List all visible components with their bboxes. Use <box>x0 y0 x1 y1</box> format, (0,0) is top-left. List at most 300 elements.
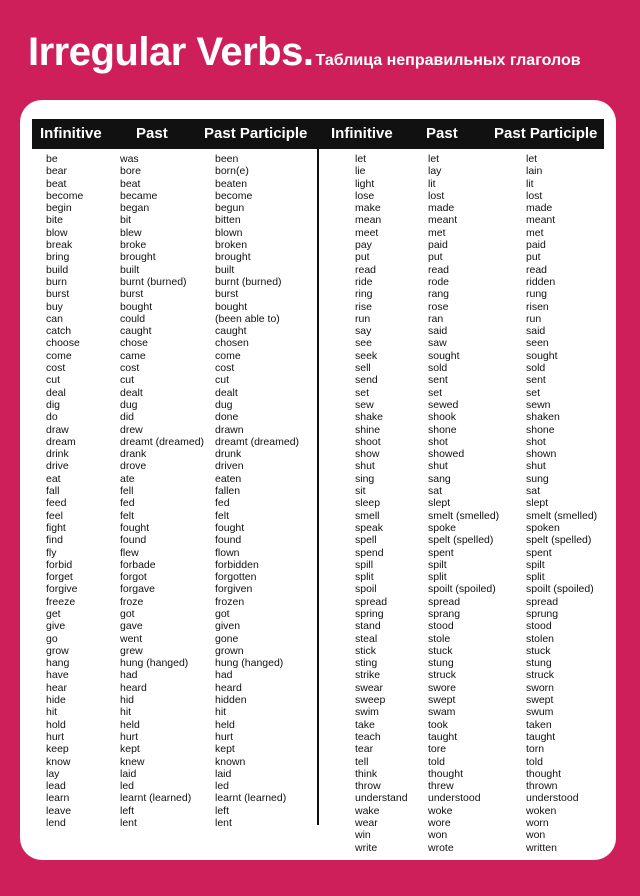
verb-cell: spelt (spelled) <box>526 534 592 547</box>
verb-cell: froze <box>120 595 144 608</box>
verb-cell: sworn <box>526 681 555 694</box>
verb-cell: meet <box>355 226 379 239</box>
verb-cell: ate <box>120 472 135 485</box>
verb-cell: swam <box>428 706 456 719</box>
verb-cell: build <box>46 263 69 276</box>
verb-cell: lie <box>355 165 366 178</box>
verb-cell: risen <box>526 300 549 313</box>
verb-cell: fight <box>46 521 66 534</box>
verb-cell: have <box>46 669 69 682</box>
right-infinitive-column <box>355 153 408 854</box>
verb-cell: let <box>355 153 367 165</box>
verb-cell: fed <box>120 497 135 510</box>
verb-cell: led <box>120 780 135 793</box>
verb-cell: draw <box>46 423 69 436</box>
verb-cell: shine <box>355 423 381 436</box>
verb-cell: read <box>355 263 377 276</box>
verb-cell: sung <box>526 472 549 485</box>
verb-cell: get <box>46 607 61 620</box>
verb-cell: stuck <box>428 644 453 657</box>
verb-cell: spill <box>355 558 374 571</box>
verb-cell: bore <box>120 165 142 178</box>
verb-cell: left <box>215 804 230 817</box>
verb-cell: told <box>428 755 445 768</box>
verb-cell: shot <box>428 435 448 448</box>
verb-cell: sprung <box>526 607 559 620</box>
verb-cell: meant <box>428 214 458 227</box>
verb-cell: rang <box>428 288 450 301</box>
verb-cell: spell <box>355 534 377 547</box>
verb-cell: freeze <box>46 595 76 608</box>
verb-cell: swim <box>355 706 379 719</box>
verb-cell: drove <box>120 460 147 473</box>
verb-cell: caught <box>215 325 247 338</box>
verb-cell: give <box>46 620 66 633</box>
verb-cell: found <box>215 534 242 547</box>
verb-cell: understand <box>355 792 408 805</box>
verb-cell: eat <box>46 472 61 485</box>
verb-cell: drawn <box>215 423 244 436</box>
verb-cell: spread <box>428 595 461 608</box>
verb-cell: smelt (smelled) <box>526 509 598 522</box>
verb-cell: bite <box>46 214 63 227</box>
verb-cell: caught <box>120 325 152 338</box>
verb-cell: show <box>355 448 380 461</box>
verb-cell: hit <box>46 706 58 719</box>
verb-cell: understood <box>428 792 481 805</box>
verb-cell: pay <box>355 239 372 252</box>
verb-cell: bit <box>120 214 132 227</box>
verb-cell: built <box>215 263 235 276</box>
verb-cell: got <box>215 607 230 620</box>
verb-cell: lay <box>428 165 442 178</box>
verb-cell: let <box>428 153 440 165</box>
verb-cell: sought <box>428 349 460 362</box>
verb-cell: burnt (burned) <box>120 275 187 288</box>
verb-cell: found <box>120 534 147 547</box>
verb-cell: find <box>46 534 63 547</box>
verb-cell: paid <box>428 239 448 252</box>
verb-cell: let <box>526 153 538 165</box>
verb-cell: shook <box>428 411 457 424</box>
verb-cell: become <box>215 189 253 202</box>
left-participle-column <box>215 153 299 829</box>
verb-cell: sat <box>526 485 541 498</box>
verb-cell: spilt <box>428 558 447 571</box>
verb-cell: dealt <box>215 386 238 399</box>
verb-cell: run <box>526 312 542 325</box>
verb-cell: rode <box>428 275 450 288</box>
verb-cell: sang <box>428 472 451 485</box>
verb-cell: saw <box>428 337 447 350</box>
verb-cell: paid <box>526 239 546 252</box>
verb-cell: ridden <box>526 275 556 288</box>
verb-cell: kept <box>215 743 235 756</box>
verb-cell: grew <box>120 644 143 657</box>
title-main: Irregular Verbs. <box>28 30 314 74</box>
verb-cell: wore <box>428 817 451 830</box>
verb-cell: stick <box>355 644 376 657</box>
verb-cell: write <box>355 841 378 854</box>
verb-cell: wake <box>355 804 380 817</box>
verb-cell: spring <box>355 607 384 620</box>
verb-cell: lost <box>428 189 445 202</box>
verb-cell: spoken <box>526 521 560 534</box>
verb-cell: brought <box>120 251 156 264</box>
verb-cell: wear <box>355 817 378 830</box>
verb-cell: hung (hanged) <box>215 657 284 670</box>
verb-cell: burst <box>120 288 144 301</box>
verb-cell: (been able to) <box>215 312 280 325</box>
verb-cell: swept <box>526 694 554 707</box>
verb-cell: cost <box>46 362 66 375</box>
verb-cell: ride <box>355 275 373 288</box>
verb-cell: spend <box>355 546 384 559</box>
verb-cell: forgiven <box>215 583 253 596</box>
verb-cell: sell <box>355 362 371 375</box>
header-right-infinitive: Infinitive <box>331 125 393 142</box>
verb-cell: done <box>215 411 239 424</box>
verb-cell: choose <box>46 337 80 350</box>
verb-cell: lit <box>526 177 534 190</box>
verb-cell: built <box>120 263 140 276</box>
verb-cell: slept <box>526 497 549 510</box>
verb-cell: understood <box>526 792 579 805</box>
verb-cell: shot <box>526 435 546 448</box>
verb-cell: can <box>46 312 63 325</box>
verb-cell: spent <box>526 546 552 559</box>
verb-cell: born(e) <box>215 165 249 178</box>
verb-cell: drink <box>46 448 69 461</box>
verb-cell: beaten <box>215 177 248 190</box>
verb-cell: begun <box>215 202 245 215</box>
verb-cell: hurt <box>46 730 65 743</box>
verb-cell: feel <box>46 509 63 522</box>
verb-cell: took <box>428 718 448 731</box>
verb-cell: ring <box>355 288 373 301</box>
verb-cell: forbade <box>120 558 156 571</box>
verb-cell: sweep <box>355 694 386 707</box>
verb-cell: strike <box>355 669 381 682</box>
verb-cell: sit <box>355 485 366 498</box>
verb-cell: stung <box>526 657 552 670</box>
right-participle-column <box>526 153 597 854</box>
verb-cell: stood <box>428 620 454 633</box>
verb-cell: forgive <box>46 583 78 596</box>
verb-cell: beat <box>120 177 141 190</box>
verb-cell: stand <box>355 620 381 633</box>
verb-cell: know <box>46 755 71 768</box>
verb-cell: split <box>526 571 545 584</box>
verb-cell: slept <box>428 497 451 510</box>
header-right-participle: Past Participle <box>494 125 598 142</box>
verb-cell: rise <box>355 300 372 313</box>
verb-cell: hurt <box>215 730 234 743</box>
verb-cell: fed <box>215 497 230 510</box>
verb-cell: lit <box>428 177 436 190</box>
verb-cell: sent <box>428 374 448 387</box>
verb-cell: sing <box>355 472 375 485</box>
verb-cell: burst <box>46 288 70 301</box>
verb-cell: tore <box>428 743 447 756</box>
verb-cell: lent <box>120 817 137 830</box>
verb-cell: gone <box>215 632 239 645</box>
verb-cell: spilt <box>526 558 545 571</box>
verb-cell: spread <box>355 595 388 608</box>
verb-cell: wrote <box>428 841 454 854</box>
verb-cell: spelt (spelled) <box>428 534 494 547</box>
verb-cell: lose <box>355 189 375 202</box>
verb-cell: felt <box>215 509 230 522</box>
verb-cell: be <box>46 153 58 165</box>
verb-cell: led <box>215 780 230 793</box>
verb-cell: sew <box>355 398 374 411</box>
verb-cell: known <box>215 755 246 768</box>
verb-cell: lent <box>215 817 232 830</box>
verb-cell: lain <box>526 165 543 178</box>
verb-cell: sewn <box>526 398 551 411</box>
verb-cell: ran <box>428 312 444 325</box>
verb-cell: forbidden <box>215 558 259 571</box>
verb-table-card <box>20 100 616 860</box>
verb-cell: drew <box>120 423 143 436</box>
verb-cell: came <box>120 349 146 362</box>
verb-cell: struck <box>428 669 457 682</box>
verb-cell: struck <box>526 669 555 682</box>
verb-cell: kept <box>120 743 140 756</box>
verb-cell: set <box>355 386 370 399</box>
verb-cell: learnt (learned) <box>215 792 287 805</box>
verb-cell: meant <box>526 214 556 227</box>
left-infinitive-column <box>46 153 83 829</box>
verb-cell: deal <box>46 386 66 399</box>
verb-cell: do <box>46 411 58 424</box>
verb-cell: lend <box>46 817 66 830</box>
verb-cell: dug <box>215 398 233 411</box>
verb-cell: keep <box>46 743 69 756</box>
verb-cell: tear <box>355 743 374 756</box>
verb-cell: stolen <box>526 632 555 645</box>
verb-cell: sought <box>526 349 558 362</box>
verb-cell: flew <box>120 546 139 559</box>
verb-cell: sold <box>526 362 546 375</box>
verb-cell: put <box>428 251 443 264</box>
verb-cell: chose <box>120 337 149 350</box>
verb-cell: sting <box>355 657 378 670</box>
verb-cell: seek <box>355 349 378 362</box>
verb-cell: stole <box>428 632 451 645</box>
verb-cell: win <box>355 829 371 842</box>
verb-cell: could <box>120 312 146 325</box>
verb-cell: taken <box>526 718 552 731</box>
verb-cell: cut <box>46 374 61 387</box>
verb-cell: go <box>46 632 58 645</box>
verb-cell: heard <box>120 681 147 694</box>
verb-cell: take <box>355 718 375 731</box>
verb-cell: shone <box>428 423 457 436</box>
verb-cell: see <box>355 337 372 350</box>
verb-cell: light <box>355 177 375 190</box>
verb-cell: spoilt (spoiled) <box>526 583 594 596</box>
header-left-past: Past <box>136 125 168 142</box>
verb-cell: told <box>526 755 543 768</box>
page-title <box>28 30 581 75</box>
verb-cell: thrown <box>526 780 558 793</box>
verb-cell: come <box>215 349 241 362</box>
verb-cell: felt <box>120 509 135 522</box>
verb-cell: laid <box>120 767 137 780</box>
verb-cell: put <box>526 251 541 264</box>
verb-cell: sprang <box>428 607 461 620</box>
verb-cell: become <box>46 189 84 202</box>
verb-cell: make <box>355 202 381 215</box>
verb-cell: sewed <box>428 398 459 411</box>
verb-cell: gave <box>120 620 143 633</box>
verb-cell: swore <box>428 681 457 694</box>
verb-cell: bought <box>120 300 153 313</box>
verb-cell: smell <box>355 509 380 522</box>
verb-cell: thought <box>526 767 562 780</box>
verb-cell: blown <box>215 226 243 239</box>
verb-cell: spread <box>526 595 559 608</box>
table-header <box>32 119 604 149</box>
verb-cell: dreamt (dreamed) <box>120 435 205 448</box>
verb-cell: drunk <box>215 448 242 461</box>
verb-cell: worn <box>526 817 549 830</box>
verb-cell: read <box>428 263 450 276</box>
verb-cell: throw <box>355 780 381 793</box>
verb-cell: met <box>428 226 446 239</box>
verb-cell: fought <box>215 521 245 534</box>
verb-cell: broken <box>215 239 248 252</box>
verb-cell: run <box>355 312 371 325</box>
verb-cell: heard <box>215 681 242 694</box>
verb-cell: won <box>526 829 546 842</box>
column-divider <box>317 149 319 825</box>
verb-cell: stood <box>526 620 552 633</box>
verb-cell: burnt (burned) <box>215 275 282 288</box>
verb-cell: became <box>120 189 158 202</box>
verb-cell: held <box>215 718 235 731</box>
verb-cell: hang <box>46 657 70 670</box>
verb-cell: fly <box>46 546 57 559</box>
verb-cell: hold <box>46 718 66 731</box>
verb-cell: said <box>526 325 546 338</box>
verb-cell: spoilt (spoiled) <box>428 583 496 596</box>
verb-cell: drive <box>46 460 69 473</box>
verb-cell: shone <box>526 423 555 436</box>
verb-cell: burst <box>215 288 239 301</box>
verb-cell: swum <box>526 706 554 719</box>
verb-cell: made <box>428 202 455 215</box>
verb-cell: taught <box>428 730 458 743</box>
verb-cell: dealt <box>120 386 143 399</box>
verb-cell: split <box>428 571 447 584</box>
verb-cell: leave <box>46 804 72 817</box>
verb-cell: cut <box>120 374 135 387</box>
verb-cell: spoil <box>355 583 377 596</box>
verb-cell: begin <box>46 202 72 215</box>
verb-cell: send <box>355 374 378 387</box>
verb-cell: dig <box>46 398 61 411</box>
verb-cell: catch <box>46 325 72 338</box>
verb-cell: blew <box>120 226 142 239</box>
verb-cell: chosen <box>215 337 249 350</box>
verb-cell: forgotten <box>215 571 257 584</box>
verb-cell: bought <box>215 300 248 313</box>
verb-cell: read <box>526 263 548 276</box>
verb-cell: fall <box>46 485 60 498</box>
verb-cell: met <box>526 226 544 239</box>
verb-cell: thought <box>428 767 464 780</box>
verb-cell: put <box>355 251 370 264</box>
verb-cell: sold <box>428 362 448 375</box>
verb-cell: sent <box>526 374 546 387</box>
left-past-column <box>120 153 204 829</box>
verb-cell: torn <box>526 743 545 756</box>
verb-cell: bring <box>46 251 70 264</box>
verb-cell: had <box>215 669 233 682</box>
verb-cell: said <box>428 325 448 338</box>
verb-cell: dream <box>46 435 76 448</box>
verb-cell: blow <box>46 226 68 239</box>
verb-cell: cost <box>215 362 235 375</box>
verb-cell: hidden <box>215 694 247 707</box>
verb-cell: began <box>120 202 150 215</box>
verb-cell: shown <box>526 448 557 461</box>
verb-cell: hide <box>46 694 66 707</box>
verb-cell: threw <box>428 780 454 793</box>
verb-cell: seen <box>526 337 549 350</box>
verb-cell: grow <box>46 644 69 657</box>
verb-cell: sat <box>428 485 443 498</box>
verb-cell: set <box>526 386 541 399</box>
verb-cell: speak <box>355 521 384 534</box>
verb-cell: lead <box>46 780 66 793</box>
verb-cell: lay <box>46 767 60 780</box>
verb-cell: did <box>120 411 135 424</box>
verb-cell: driven <box>215 460 244 473</box>
verb-cell: taught <box>526 730 556 743</box>
verb-cell: spoke <box>428 521 457 534</box>
verb-cell: swept <box>428 694 456 707</box>
verb-cell: cut <box>215 374 230 387</box>
verb-cell: had <box>120 669 138 682</box>
verb-cell: shake <box>355 411 384 424</box>
verb-cell: got <box>120 607 135 620</box>
verb-cell: sleep <box>355 497 381 510</box>
verb-cell: dreamt (dreamed) <box>215 435 300 448</box>
verb-cell: forbid <box>46 558 73 571</box>
verb-cell: eaten <box>215 472 242 485</box>
verb-cell: fell <box>120 485 134 498</box>
verb-cell: learnt (learned) <box>120 792 192 805</box>
verb-cell: hit <box>215 706 227 719</box>
verb-cell: went <box>120 632 143 645</box>
verb-cell: mean <box>355 214 382 227</box>
header-left-infinitive: Infinitive <box>40 125 102 142</box>
right-past-column <box>428 153 499 854</box>
verb-cell: drank <box>120 448 147 461</box>
verb-cell: rose <box>428 300 449 313</box>
verb-cell: set <box>428 386 443 399</box>
verb-cell: swear <box>355 681 384 694</box>
verb-cell: won <box>428 829 448 842</box>
verb-cell: think <box>355 767 378 780</box>
verb-cell: frozen <box>215 595 245 608</box>
verb-cell: learn <box>46 792 70 805</box>
verb-cell: showed <box>428 448 465 461</box>
